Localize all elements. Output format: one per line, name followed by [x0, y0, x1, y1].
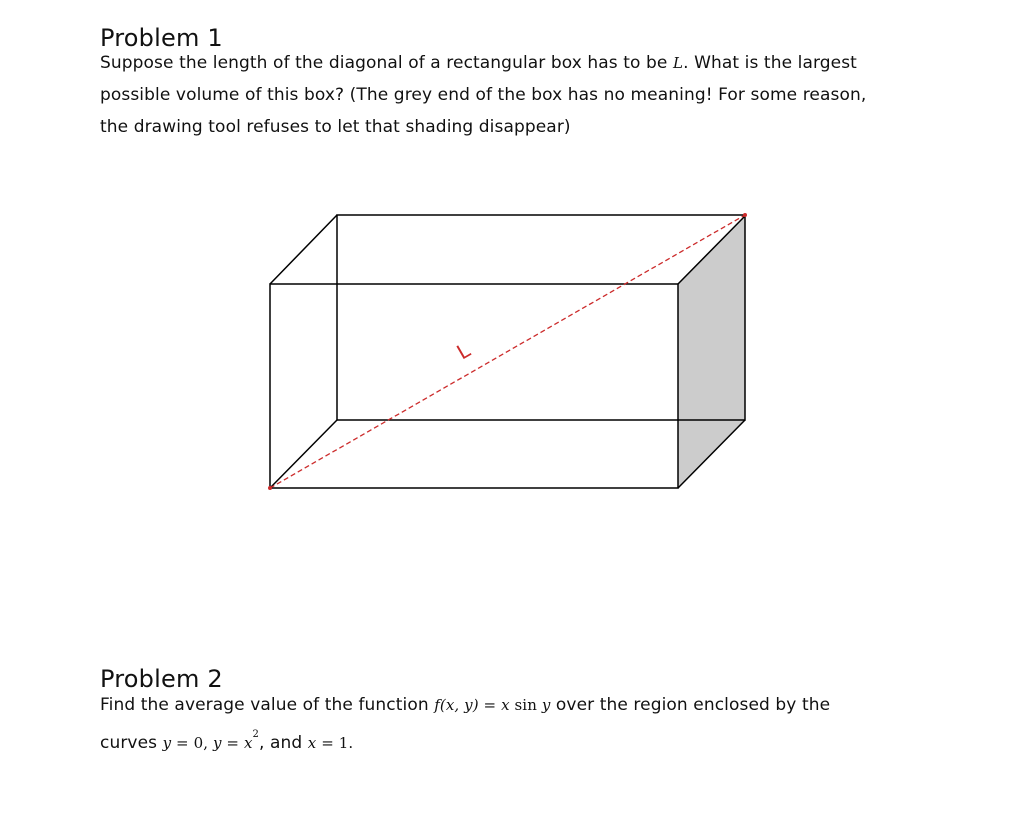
curve-2-eq: = [221, 734, 244, 752]
problem-2-text-2a: curves [100, 733, 163, 753]
problem-1-title: Problem 1 [100, 24, 223, 52]
curve-3-rest: = 1. [316, 734, 354, 752]
space-diagonal [270, 215, 745, 488]
problem-1-text-line-3: the drawing tool refuses to let that shading disappear) [100, 117, 571, 137]
problem-1-text-1b: . What is the largest [683, 53, 857, 73]
function-f-xy: f(x, y) [434, 696, 479, 714]
curve-1-rest: = 0, [171, 734, 213, 752]
curve-2-var: y [212, 734, 222, 752]
problem-2-text-line-1 [100, 695, 830, 715]
curve-3-var: x [307, 734, 317, 752]
separator-and: , and [258, 733, 308, 753]
curve-2-exponent: 2 [252, 729, 259, 741]
variable-L: L [673, 54, 684, 72]
front-face-edges [270, 284, 678, 488]
expr-y: y [541, 696, 551, 714]
diagonal-endpoint-start [268, 486, 272, 490]
problem-2-text-1a: Find the average value of the function [100, 695, 435, 715]
equals-sign: = [478, 696, 502, 714]
problem-2-text-line-2 [100, 729, 354, 753]
problem-1-text-line-2: possible volume of this box? (The grey end of the box has no meaning! For some reason, [100, 85, 867, 105]
diagonal-label-L: L [452, 337, 475, 365]
problem-2-text-1b: over the region enclosed by the [550, 695, 831, 715]
expr-sin: sin [509, 696, 542, 714]
shaded-end-face [678, 216, 745, 488]
edge-bottom-left [270, 420, 337, 488]
edge-top-left [270, 215, 337, 284]
problem-1-text-1a: Suppose the length of the diagonal of a rectangular box has to be [100, 53, 673, 73]
curve-2-x: x [243, 734, 253, 752]
curve-1-var: y [162, 734, 172, 752]
expr-x: x [501, 696, 510, 714]
problem-2-title: Problem 2 [100, 665, 223, 693]
diagonal-endpoint-end [743, 213, 747, 217]
